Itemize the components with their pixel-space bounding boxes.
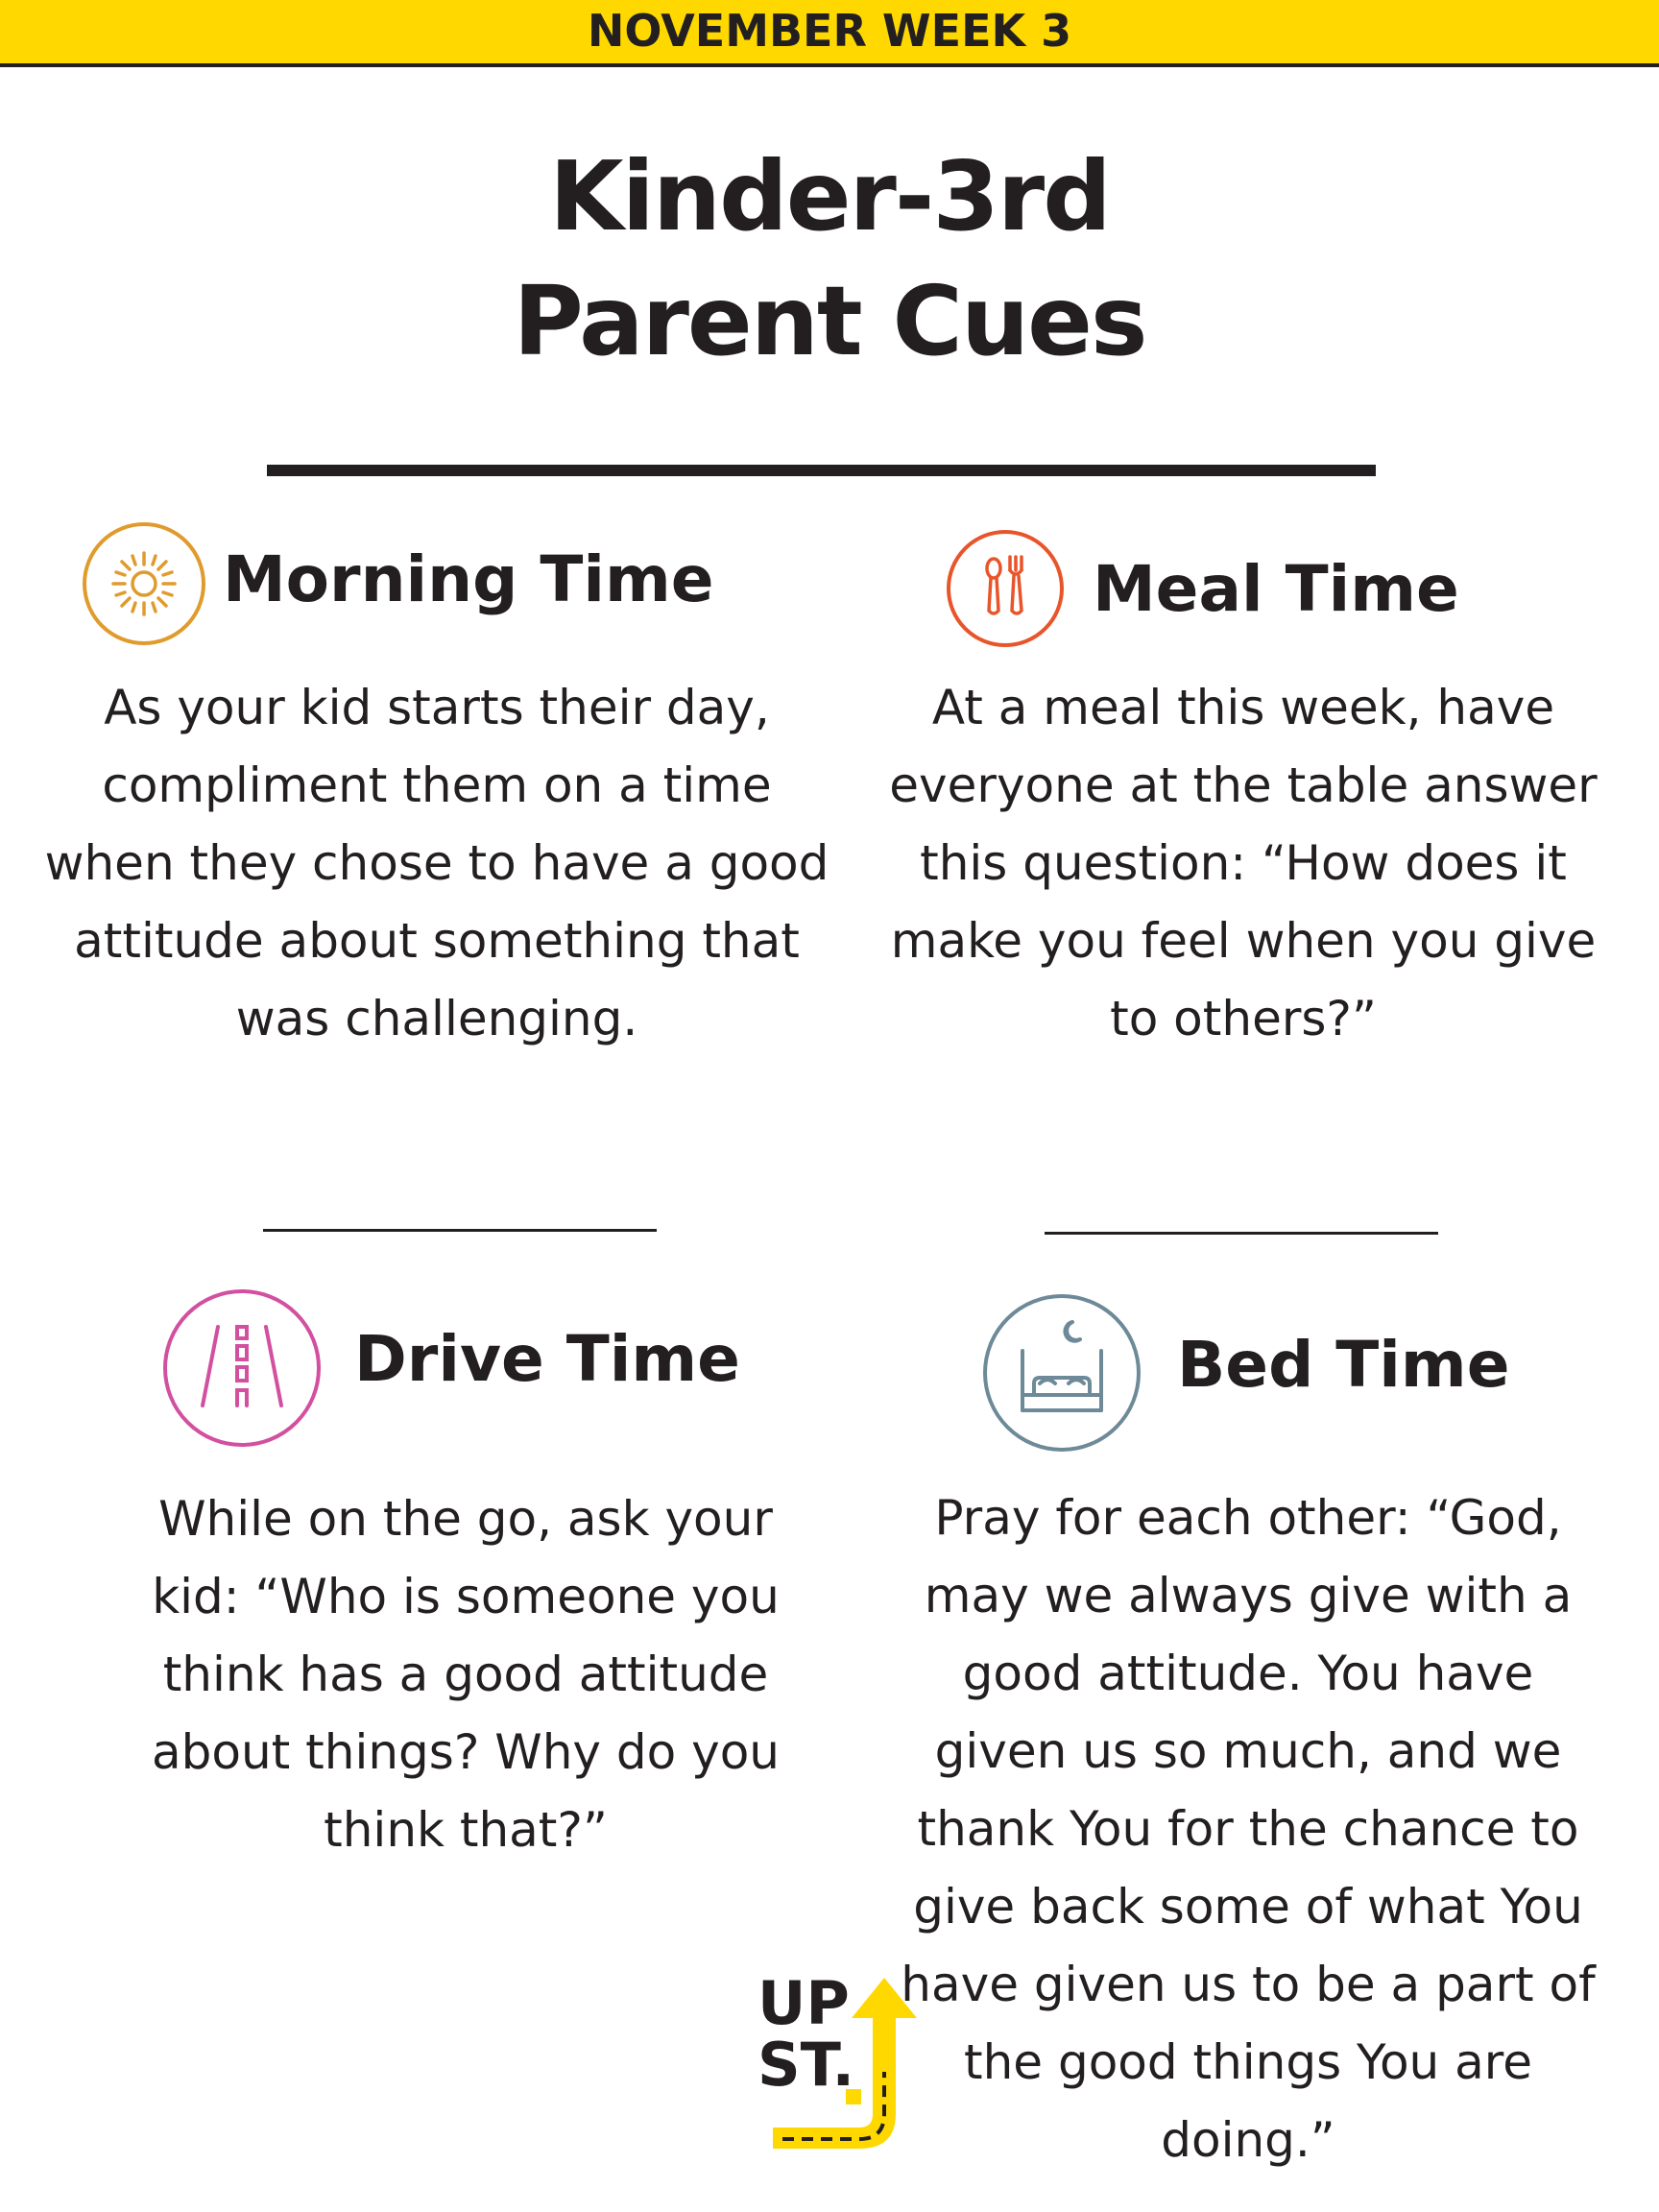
- text-line: thank You for the chance to: [917, 1801, 1579, 1857]
- meal-time-text: [845, 669, 1642, 1058]
- section-divider-right: [1045, 1232, 1438, 1235]
- text-line: may we always give with a: [924, 1568, 1573, 1623]
- section-divider-left: [263, 1229, 657, 1232]
- title-line-2: Parent Cues: [513, 265, 1146, 377]
- text-line: As your kid starts their day,: [104, 680, 770, 735]
- text-line: doing.”: [1161, 2112, 1335, 2168]
- text-line: have given us to be a part of: [901, 1957, 1596, 2012]
- bed-time-heading: Bed Time: [1177, 1328, 1510, 1402]
- text-line: about things? Why do you: [152, 1724, 780, 1780]
- title-divider: [267, 465, 1376, 476]
- drive-time-text: [58, 1480, 874, 1869]
- text-line: the good things You are: [964, 2034, 1532, 2090]
- text-line: kid: “Who is someone you: [152, 1569, 780, 1624]
- morning-time-text: [19, 669, 854, 1058]
- text-line: think has a good attitude: [162, 1647, 769, 1702]
- banner-text: NOVEMBER WEEK 3: [587, 5, 1072, 57]
- page-title: [0, 134, 1659, 384]
- text-line: While on the go, ask your: [158, 1491, 773, 1547]
- text-line: when they chose to have a good: [44, 835, 830, 891]
- text-line: At a meal this week, have: [931, 680, 1555, 735]
- text-line: give back some of what You: [913, 1879, 1583, 1935]
- bed-moon-icon: [980, 1291, 1143, 1455]
- text-line: this question: “How does it: [920, 835, 1567, 891]
- text-line: good attitude. You have: [962, 1646, 1534, 1701]
- text-line: to others?”: [1110, 991, 1377, 1046]
- text-line: Pray for each other: “God,: [934, 1490, 1562, 1546]
- sun-icon: [81, 520, 207, 647]
- bed-time-text: [845, 1479, 1651, 2179]
- week-banner: [0, 0, 1659, 67]
- text-line: compliment them on a time: [102, 757, 772, 813]
- text-line: attitude about something that: [74, 913, 800, 969]
- title-line-1: Kinder-3rd: [549, 140, 1110, 252]
- meal-time-heading: Meal Time: [1093, 552, 1459, 626]
- text-line: make you feel when you give: [890, 913, 1597, 969]
- upstreet-logo: [754, 1966, 926, 2149]
- drive-time-heading: Drive Time: [354, 1322, 740, 1396]
- text-line: think that?”: [324, 1802, 608, 1858]
- utensils-icon: [945, 528, 1066, 649]
- morning-time-heading: Morning Time: [223, 542, 714, 616]
- logo-text-line-2: ST.: [757, 2030, 855, 2100]
- logo-text-line-1: UP: [757, 1968, 850, 2038]
- text-line: was challenging.: [235, 991, 638, 1046]
- text-line: everyone at the table answer: [889, 757, 1598, 813]
- road-icon: [160, 1286, 324, 1450]
- text-line: given us so much, and we: [934, 1723, 1562, 1779]
